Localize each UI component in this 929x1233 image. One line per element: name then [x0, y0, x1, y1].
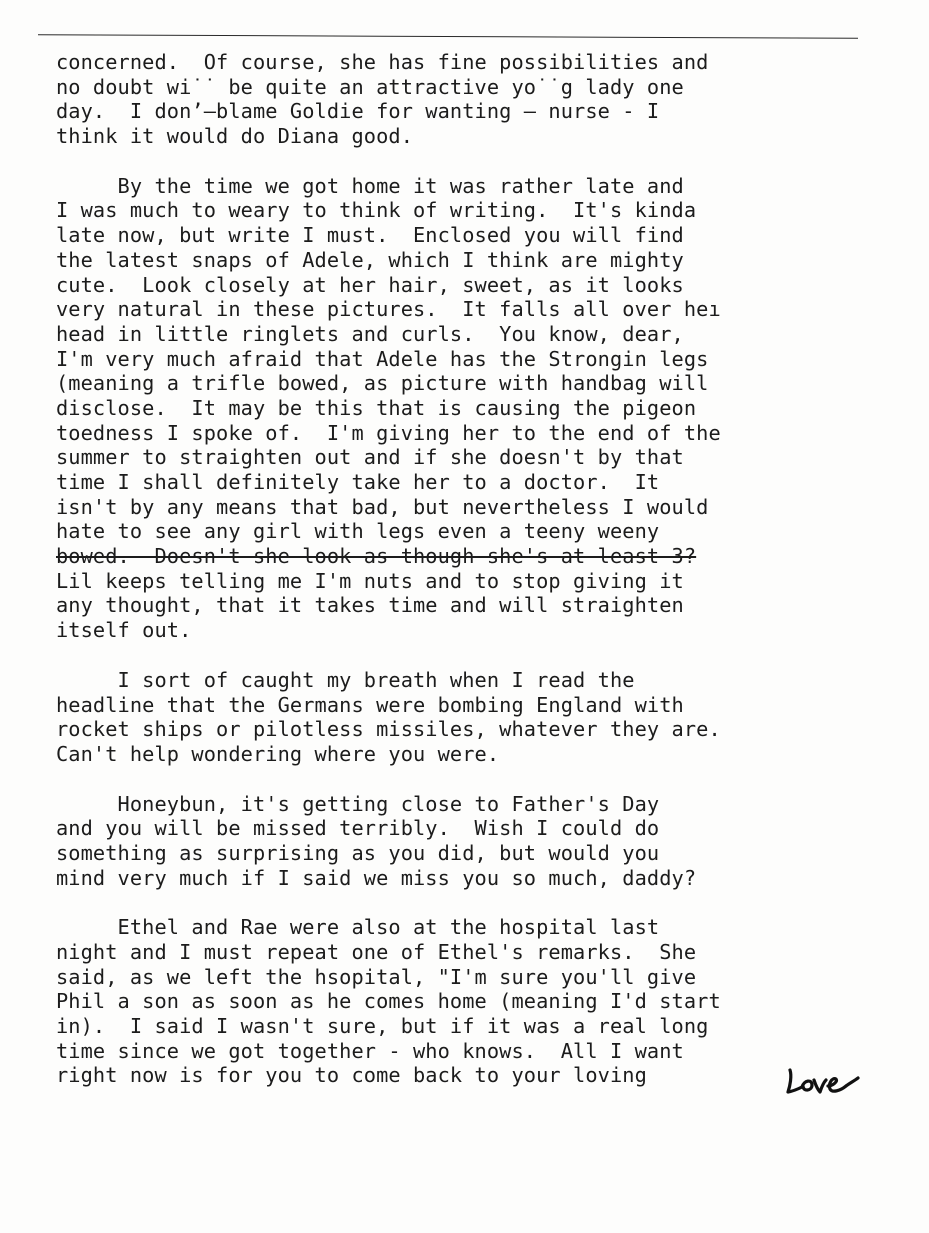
text-line: Lil keeps telling me I'm nuts and to stop giving it — [56, 568, 684, 593]
text-line: head in little ringlets and curls. You know, dear, — [56, 321, 684, 346]
text-line: any thought, that it takes time and will straighten — [56, 593, 684, 618]
text-line: itself out. — [56, 618, 192, 643]
paragraph-gap — [56, 643, 876, 668]
text-line: rocket ships or pilotless missiles, whatever they are. — [56, 717, 721, 742]
text-line: said, as we left the hsopital, "I'm sure you'll give — [56, 964, 697, 989]
text-line: the latest snaps of Adele, which I think are mighty — [56, 247, 684, 272]
text-line: (meaning a trifle bowed, as picture with handbag will — [56, 371, 709, 396]
text-line: mind very much if I said we miss you so much, daddy? — [56, 865, 697, 890]
text-line: cute. Look closely at her hair, sweet, as it looks — [56, 272, 684, 297]
paragraph-gap — [56, 767, 876, 792]
text-line: I sort of caught my breath when I read the — [56, 667, 635, 692]
letter-body — [56, 50, 876, 1088]
text-line: night and I must repeat one of Ethel's remarks. She — [56, 940, 697, 964]
text-line: I'm very much afraid that Adele has the Strongin legs — [56, 346, 709, 371]
paragraph-3 — [56, 668, 876, 767]
paragraph-gap — [56, 890, 876, 915]
text-line: Ethel and Rae were also at the hospital last — [56, 915, 660, 940]
text-line: hate to see any girl with legs even a teeny weeny — [56, 519, 660, 544]
paragraph-2 — [56, 174, 876, 643]
text-line: think it would do Diana good. — [56, 124, 413, 149]
text-line: Honeybun, it's getting close to Father's Day — [56, 791, 660, 816]
top-rule — [38, 34, 858, 39]
text-line: no doubt wi˙˙ be quite an attractive yo˙˙g lady one — [56, 74, 684, 99]
text-line: right now is for you to come back to your loving — [56, 1063, 647, 1088]
text-line: disclose. It may be this that is causing the pigeon — [56, 395, 697, 420]
paragraph-4 — [56, 792, 876, 891]
text-line: late now, but write I must. Enclosed you will find — [56, 223, 684, 248]
text-line: very natural in these pictures. It falls all over heı — [56, 297, 721, 322]
paragraph-5 — [56, 915, 876, 1088]
text-line: something as surprising as you did, but would you — [56, 840, 660, 865]
text-line: and you will be missed terribly. Wish I could do — [56, 816, 660, 841]
paragraph-gap — [56, 149, 876, 174]
text-line: time since we got together - who knows. All I want — [56, 1038, 684, 1063]
paragraph-1 — [56, 50, 876, 149]
text-line: concerned. Of course, she has fine possibilities and — [56, 50, 709, 74]
text-line: By the time we got home it was rather late and — [56, 173, 684, 198]
text-line: I was much to weary to think of writing. It's kinda — [56, 198, 697, 223]
text-line: summer to straighten out and if she doesn't by that — [56, 445, 684, 470]
text-line: in). I said I wasn't sure, but if it was a real long — [56, 1014, 709, 1039]
text-line: Can't help wondering where you were. — [56, 741, 500, 766]
text-line: toedness I spoke of. I'm giving her to the end of the — [56, 420, 721, 445]
text-line: isn't by any means that bad, but nevertheless I would — [56, 494, 709, 519]
text-line: Phil a son as soon as he comes home (meaning I'd start — [56, 989, 721, 1014]
text-line: day. I don’–blame Goldie for wanting – nurse - I — [56, 99, 660, 124]
text-line: time I shall definitely take her to a doctor. It — [56, 470, 660, 494]
text-line: headline that the Germans were bombing England with — [56, 692, 684, 717]
handwritten-signature — [784, 1062, 864, 1098]
struck-text-line: bowed. Doesn't she look as though she's at least 3? — [56, 544, 697, 569]
